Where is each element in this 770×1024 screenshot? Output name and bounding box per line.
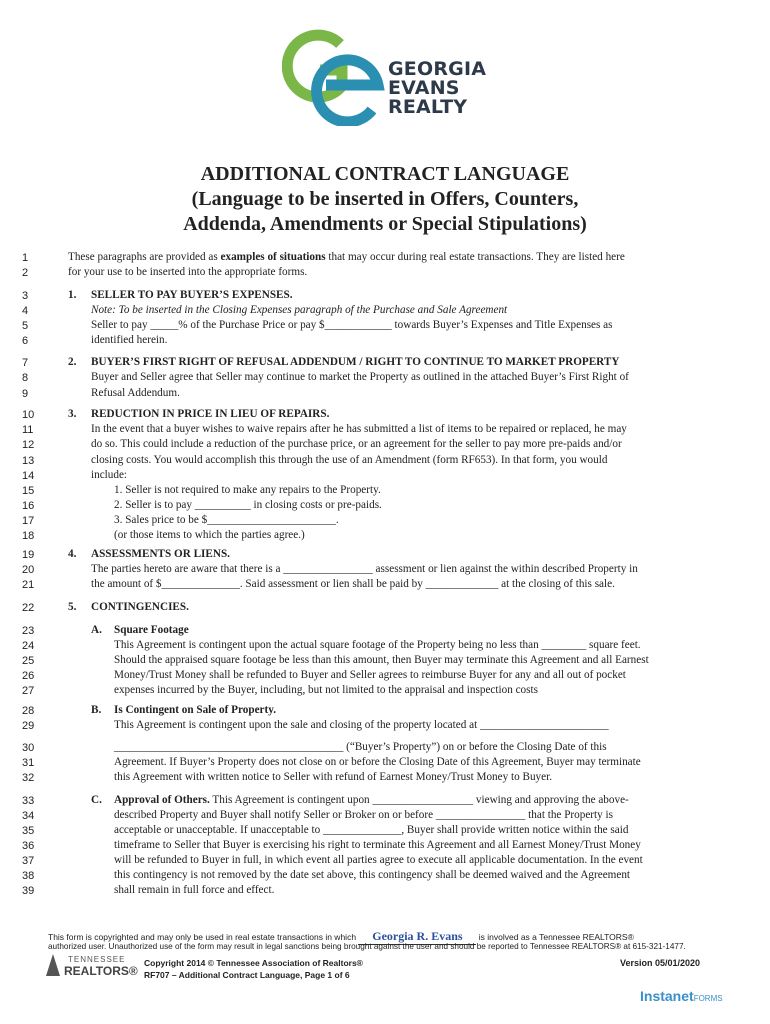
line-number: 17 <box>22 515 35 527</box>
subsection-a-letter: A. <box>91 624 102 636</box>
subsection-b-heading: Is Contingent on Sale of Property. <box>114 704 277 716</box>
logo-line-georgia: GEORGIA <box>388 58 487 80</box>
line-number: 15 <box>22 485 35 497</box>
subsection-a-line: expenses incurred by the Buyer, including, but not limited to the appraisal and inspection costs <box>114 684 538 696</box>
section-3-line: do so. This could include a reduction of the purchase price, or an agreement for the seller to pay more pre-paids and/or <box>91 438 622 450</box>
line-number: 21 <box>22 579 35 591</box>
document-title <box>0 162 770 237</box>
subsection-b-line: this Agreement with written notice to Seller with refund of Earnest Money/Trust Money to Buyer. <box>114 771 553 783</box>
subsection-c-line: described Property and Buyer shall notify Seller or Broker on or before ________________ that the Property is <box>114 809 613 821</box>
line-number: 4 <box>22 305 29 317</box>
forms-word: FORMS <box>693 994 723 1003</box>
logo-line-realty: REALTY <box>388 96 468 118</box>
instanet-word: Instanet <box>640 988 694 1004</box>
section-2-heading: BUYER’S FIRST RIGHT OF REFUSAL ADDENDUM / RIGHT TO CONTINUE TO MARKET PROPERTY <box>91 356 620 368</box>
line-number: 5 <box>22 320 29 332</box>
logo-line-evans: EVANS <box>388 77 460 99</box>
line-number: 12 <box>22 439 35 451</box>
intro-line-2: for your use to be inserted into the appropriate forms. <box>68 266 308 278</box>
line-number: 1 <box>22 252 29 264</box>
subsection-b-line: _________________________________________ (“Buyer’s Property”) on or before the Closing Date of this <box>114 741 607 753</box>
section-1-note: Note: To be inserted in the Closing Expenses paragraph of the Purchase and Sale Agreement <box>91 304 508 316</box>
section-3-item: 1. Seller is not required to make any repairs to the Property. <box>114 484 381 496</box>
section-3-item: 3. Sales price to be $_______________________. <box>114 514 339 526</box>
line-number: 3 <box>22 290 29 302</box>
footer-copyright-notice: This form is copyrighted and may only be used in real estate transactions in which Georgia R. Evans is involved as a Tennessee REALTORS® <box>48 929 634 943</box>
subsection-c-line: timeframe to Seller that Buyer is exercising his right to terminate this Agreement and all Earnest Money/Trust Money <box>114 839 641 851</box>
subsection-a-heading: Square Footage <box>114 624 189 636</box>
intro-line-1: These paragraphs are provided as examples of situations that may occur during real estate transactions. They are listed here <box>68 251 625 263</box>
subsection-b-line: This Agreement is contingent upon the sale and closing of the property located at _______________________ <box>114 719 609 731</box>
line-number: 39 <box>22 885 35 897</box>
instanet-forms-logo <box>640 988 723 1006</box>
line-number: 34 <box>22 810 35 822</box>
subsection-c-line: will be refunded to Buyer in full, in which event all parties agree to execute all applicable documentation. In the event <box>114 854 643 866</box>
line-number: 35 <box>22 825 35 837</box>
subsection-c-letter: C. <box>91 794 102 806</box>
subsection-c-line-1: Approval of Others. This Agreement is contingent upon __________________ viewing and approving the above- <box>114 794 629 806</box>
licensee-name: Georgia R. Evans <box>358 929 476 945</box>
line-number: 19 <box>22 549 35 561</box>
line-number: 25 <box>22 655 35 667</box>
realtors-brand-top: TENNESSEE <box>68 955 126 964</box>
section-1-line: identified herein. <box>91 334 168 346</box>
line-number: 28 <box>22 705 35 717</box>
section-3-number: 3. <box>68 408 77 420</box>
section-1-number: 1. <box>68 289 77 301</box>
line-number: 37 <box>22 855 35 867</box>
section-3-heading: REDUCTION IN PRICE IN LIEU OF REPAIRS. <box>91 408 330 420</box>
section-2-line: Buyer and Seller agree that Seller may continue to market the Property as outlined in the attached Buyer’s First Right of <box>91 371 629 383</box>
section-1-heading: SELLER TO PAY BUYER’S EXPENSES. <box>91 289 293 301</box>
section-3-line: include: <box>91 469 128 481</box>
section-1-line: Seller to pay _____% of the Purchase Price or pay $____________ towards Buyer’s Expenses and Title Expenses as <box>91 319 613 331</box>
line-number: 27 <box>22 685 35 697</box>
line-number: 14 <box>22 470 35 482</box>
line-number: 9 <box>22 388 29 400</box>
line-number: 23 <box>22 625 35 637</box>
line-number: 20 <box>22 564 35 576</box>
footer-version: Version 05/01/2020 <box>620 958 701 968</box>
line-number: 38 <box>22 870 35 882</box>
section-4-line: The parties hereto are aware that there is a ________________ assessment or lien against the within described Property in <box>91 563 638 575</box>
section-2-number: 2. <box>68 356 77 368</box>
section-3-line: In the event that a buyer wishes to waive repairs after he has submitted a list of items to be repaired or replaced, he may <box>91 423 627 435</box>
line-number: 18 <box>22 530 35 542</box>
footer-copyright: Copyright 2014 © Tennessee Association of Realtors® <box>144 958 363 968</box>
line-number: 2 <box>22 267 29 279</box>
tennessee-realtors-logo <box>44 952 138 982</box>
subsection-c-line: acceptable or unacceptable. If unacceptable to ______________, Buyer shall provide written notice within the said <box>114 824 629 836</box>
line-number: 22 <box>22 602 35 614</box>
line-number: 31 <box>22 757 35 769</box>
subsection-a-line: Should the appraised square footage be less than this amount, then Buyer may terminate this Agreement and all Earnest <box>114 654 649 666</box>
line-number: 6 <box>22 335 29 347</box>
section-4-heading: ASSESSMENTS OR LIENS. <box>91 548 230 560</box>
realtors-brand-bottom: REALTORS® <box>64 964 138 978</box>
logo-wordmark <box>388 60 486 117</box>
line-number: 30 <box>22 742 35 754</box>
line-number: 16 <box>22 500 35 512</box>
line-number: 10 <box>22 409 35 421</box>
line-number: 33 <box>22 795 35 807</box>
subsection-a-line: Money/Trust Money shall be refunded to Buyer and Seller agrees to reimburse Buyer for any and all out of pocket <box>114 669 626 681</box>
section-4-line: the amount of $______________. Said assessment or lien shall be paid by _____________ at the closing of this sale. <box>91 578 615 590</box>
section-5-number: 5. <box>68 601 77 613</box>
section-3-line: closing costs. You would accomplish this through the use of an Amendment (form RF653). In that form, you would <box>91 454 608 466</box>
line-number: 13 <box>22 455 35 467</box>
section-4-number: 4. <box>68 548 77 560</box>
line-number: 7 <box>22 357 29 369</box>
subsection-a-line: This Agreement is contingent upon the actual square footage of the Property being no less than ________ square feet. <box>114 639 641 651</box>
subsection-c-line: shall remain in full force and effect. <box>114 884 275 896</box>
title-line-1: ADDITIONAL CONTRACT LANGUAGE <box>200 163 570 185</box>
line-number: 11 <box>22 424 34 436</box>
line-number: 29 <box>22 720 35 732</box>
title-line-2: (Language to be inserted in Offers, Counters, <box>191 188 579 210</box>
subsection-b-letter: B. <box>91 704 102 716</box>
line-number: 24 <box>22 640 35 652</box>
section-3-item: 2. Seller is to pay __________ in closing costs or pre-paids. <box>114 499 382 511</box>
section-5-heading: CONTINGENCIES. <box>91 601 189 613</box>
realtors-mark-icon <box>44 952 62 978</box>
section-3-item: (or those items to which the parties agree.) <box>114 529 305 541</box>
line-number: 32 <box>22 772 35 784</box>
footer-authorized-use: authorized user. Unauthorized use of the form may result in legal sanctions being brought against the user and should be reported to Tennessee REALTORS® at 615-321-1477. <box>48 942 686 951</box>
subsection-b-line: Agreement. If Buyer’s Property does not close on or before the Closing Date of this Agreement, Buyer may terminate <box>114 756 641 768</box>
line-number: 26 <box>22 670 35 682</box>
line-number: 36 <box>22 840 35 852</box>
title-line-3: Addenda, Amendments or Special Stipulations) <box>183 213 587 235</box>
section-2-line: Refusal Addendum. <box>91 387 180 399</box>
subsection-c-line: this contingency is not removed by the date set above, this contingency shall be deemed waived and the Agreement <box>114 869 631 881</box>
line-number: 8 <box>22 372 29 384</box>
footer-form-line: RF707 – Additional Contract Language, Page 1 of 6 <box>144 970 350 980</box>
